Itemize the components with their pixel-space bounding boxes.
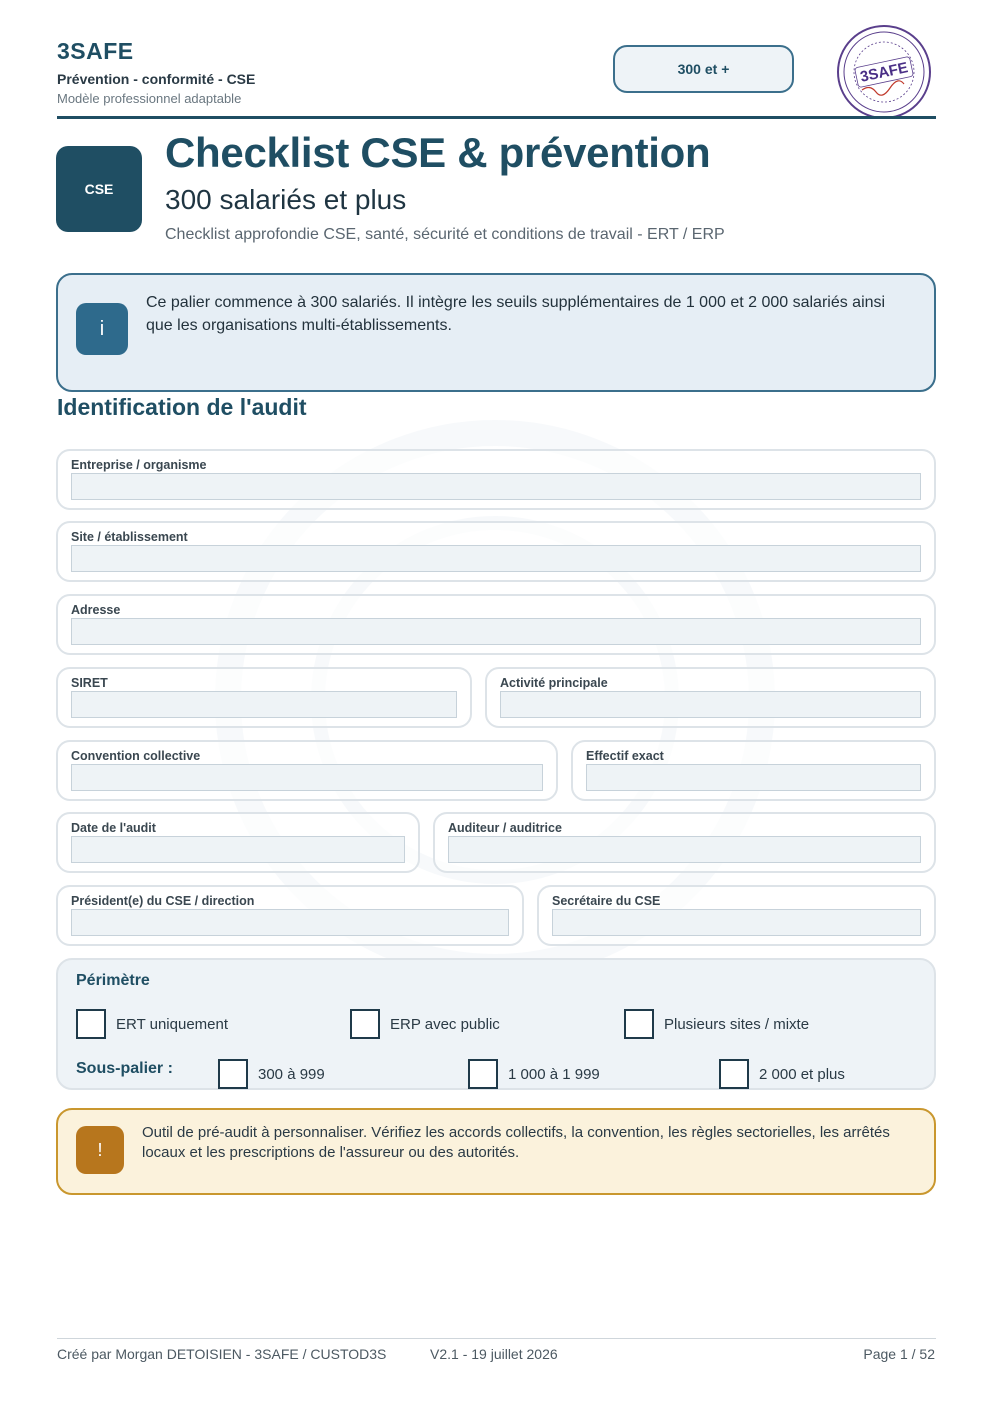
- footer-version: V2.1 - 19 juillet 2026: [430, 1346, 558, 1362]
- field-label: Activité principale: [500, 676, 608, 690]
- option-multisite[interactable]: [624, 1009, 809, 1039]
- field-label: Effectif exact: [586, 749, 664, 763]
- option-subpalier-1000[interactable]: [468, 1059, 600, 1089]
- field-site: [56, 521, 936, 582]
- info-callout: [56, 273, 936, 392]
- warning-icon: !: [76, 1126, 124, 1174]
- field-auditeur: [433, 812, 936, 873]
- field-adresse: [56, 594, 936, 655]
- checkbox[interactable]: [76, 1009, 106, 1039]
- page-title: Checklist CSE & prévention: [165, 129, 711, 176]
- option-label: ERP avec public: [390, 1015, 500, 1033]
- field-label: Convention collective: [71, 749, 201, 763]
- adresse-input[interactable]: [71, 618, 921, 645]
- brand-tagline: Prévention - conformité - CSE: [57, 71, 256, 87]
- entreprise-input[interactable]: [71, 473, 921, 500]
- convention-input[interactable]: [71, 764, 543, 791]
- checkbox[interactable]: [624, 1009, 654, 1039]
- field-date: [56, 812, 420, 873]
- field-activite: [485, 667, 936, 728]
- brand-block: [57, 38, 255, 106]
- cse-badge: CSE: [56, 146, 142, 232]
- checkbox[interactable]: [350, 1009, 380, 1039]
- auditeur-input[interactable]: [448, 836, 921, 863]
- option-erp[interactable]: [350, 1009, 500, 1039]
- field-convention: [56, 740, 558, 801]
- option-subpalier-300[interactable]: [218, 1059, 325, 1089]
- footer-page-number: Page 1 / 52: [863, 1346, 935, 1362]
- footer-author: Créé par Morgan DETOISIEN - 3SAFE / CUSTOD3S: [57, 1346, 387, 1362]
- field-effectif: [571, 740, 936, 801]
- option-label: Plusieurs sites / mixte: [664, 1015, 810, 1033]
- header-divider: [57, 116, 936, 119]
- field-label: Date de l'audit: [71, 821, 156, 835]
- info-text: Ce palier commence à 300 salariés. Il intègre les seuils supplémentaires de 1 000 et 2 000 salariés ainsi que les organisations multi-établissements.: [146, 294, 886, 334]
- field-secretaire: [537, 885, 936, 946]
- page-subtitle: 300 salariés et plus: [165, 184, 407, 215]
- warning-text: Outil de pré-audit à personnaliser. Vérifiez les accords collectifs, la convention, les règles sectorielles, les arrêtés locaux et les prescriptions de l'assureur ou des autorités.: [142, 1124, 890, 1161]
- section-title-identification: Identification de l'audit: [57, 394, 307, 420]
- page-description: Checklist approfondie CSE, santé, sécurité et conditions de travail - ERT / ERP: [165, 226, 725, 243]
- effectif-input[interactable]: [586, 764, 921, 791]
- site-input[interactable]: [71, 545, 921, 572]
- option-label: 2 000 et plus: [759, 1065, 845, 1083]
- seal-text: 3SAFE: [858, 59, 910, 86]
- field-label: Secrétaire du CSE: [552, 894, 661, 908]
- checkbox[interactable]: [468, 1059, 498, 1089]
- president-input[interactable]: [71, 909, 509, 936]
- perimetre-panel: [56, 958, 936, 1090]
- siret-input[interactable]: [71, 691, 457, 718]
- info-icon: i: [76, 303, 128, 355]
- field-entreprise: [56, 449, 936, 510]
- field-label: SIRET: [71, 676, 108, 690]
- field-label: Adresse: [71, 603, 121, 617]
- 3safe-seal-logo: [832, 22, 936, 122]
- option-label: ERT uniquement: [116, 1015, 229, 1033]
- footer-divider: [57, 1338, 936, 1339]
- checkbox[interactable]: [719, 1059, 749, 1089]
- field-siret: [56, 667, 472, 728]
- option-ert[interactable]: [76, 1009, 228, 1039]
- activite-input[interactable]: [500, 691, 921, 718]
- option-label: 300 à 999: [258, 1065, 325, 1083]
- date-input[interactable]: [71, 836, 405, 863]
- field-label: Président(e) du CSE / direction: [71, 894, 255, 908]
- field-label: Site / établissement: [71, 530, 188, 544]
- brand-subtagline: Modèle professionnel adaptable: [57, 91, 242, 106]
- option-label: 1 000 à 1 999: [508, 1065, 600, 1083]
- perimetre-title: Périmètre: [76, 972, 150, 989]
- brand-name: 3SAFE: [57, 38, 134, 64]
- field-label: Entreprise / organisme: [71, 458, 207, 472]
- option-subpalier-2000[interactable]: [719, 1059, 845, 1089]
- secretaire-input[interactable]: [552, 909, 921, 936]
- field-president: [56, 885, 524, 946]
- warning-callout: [56, 1108, 936, 1195]
- field-label: Auditeur / auditrice: [448, 821, 562, 835]
- tier-badge: 300 et +: [613, 45, 794, 93]
- checkbox[interactable]: [218, 1059, 248, 1089]
- subpalier-label: Sous-palier :: [76, 1060, 173, 1077]
